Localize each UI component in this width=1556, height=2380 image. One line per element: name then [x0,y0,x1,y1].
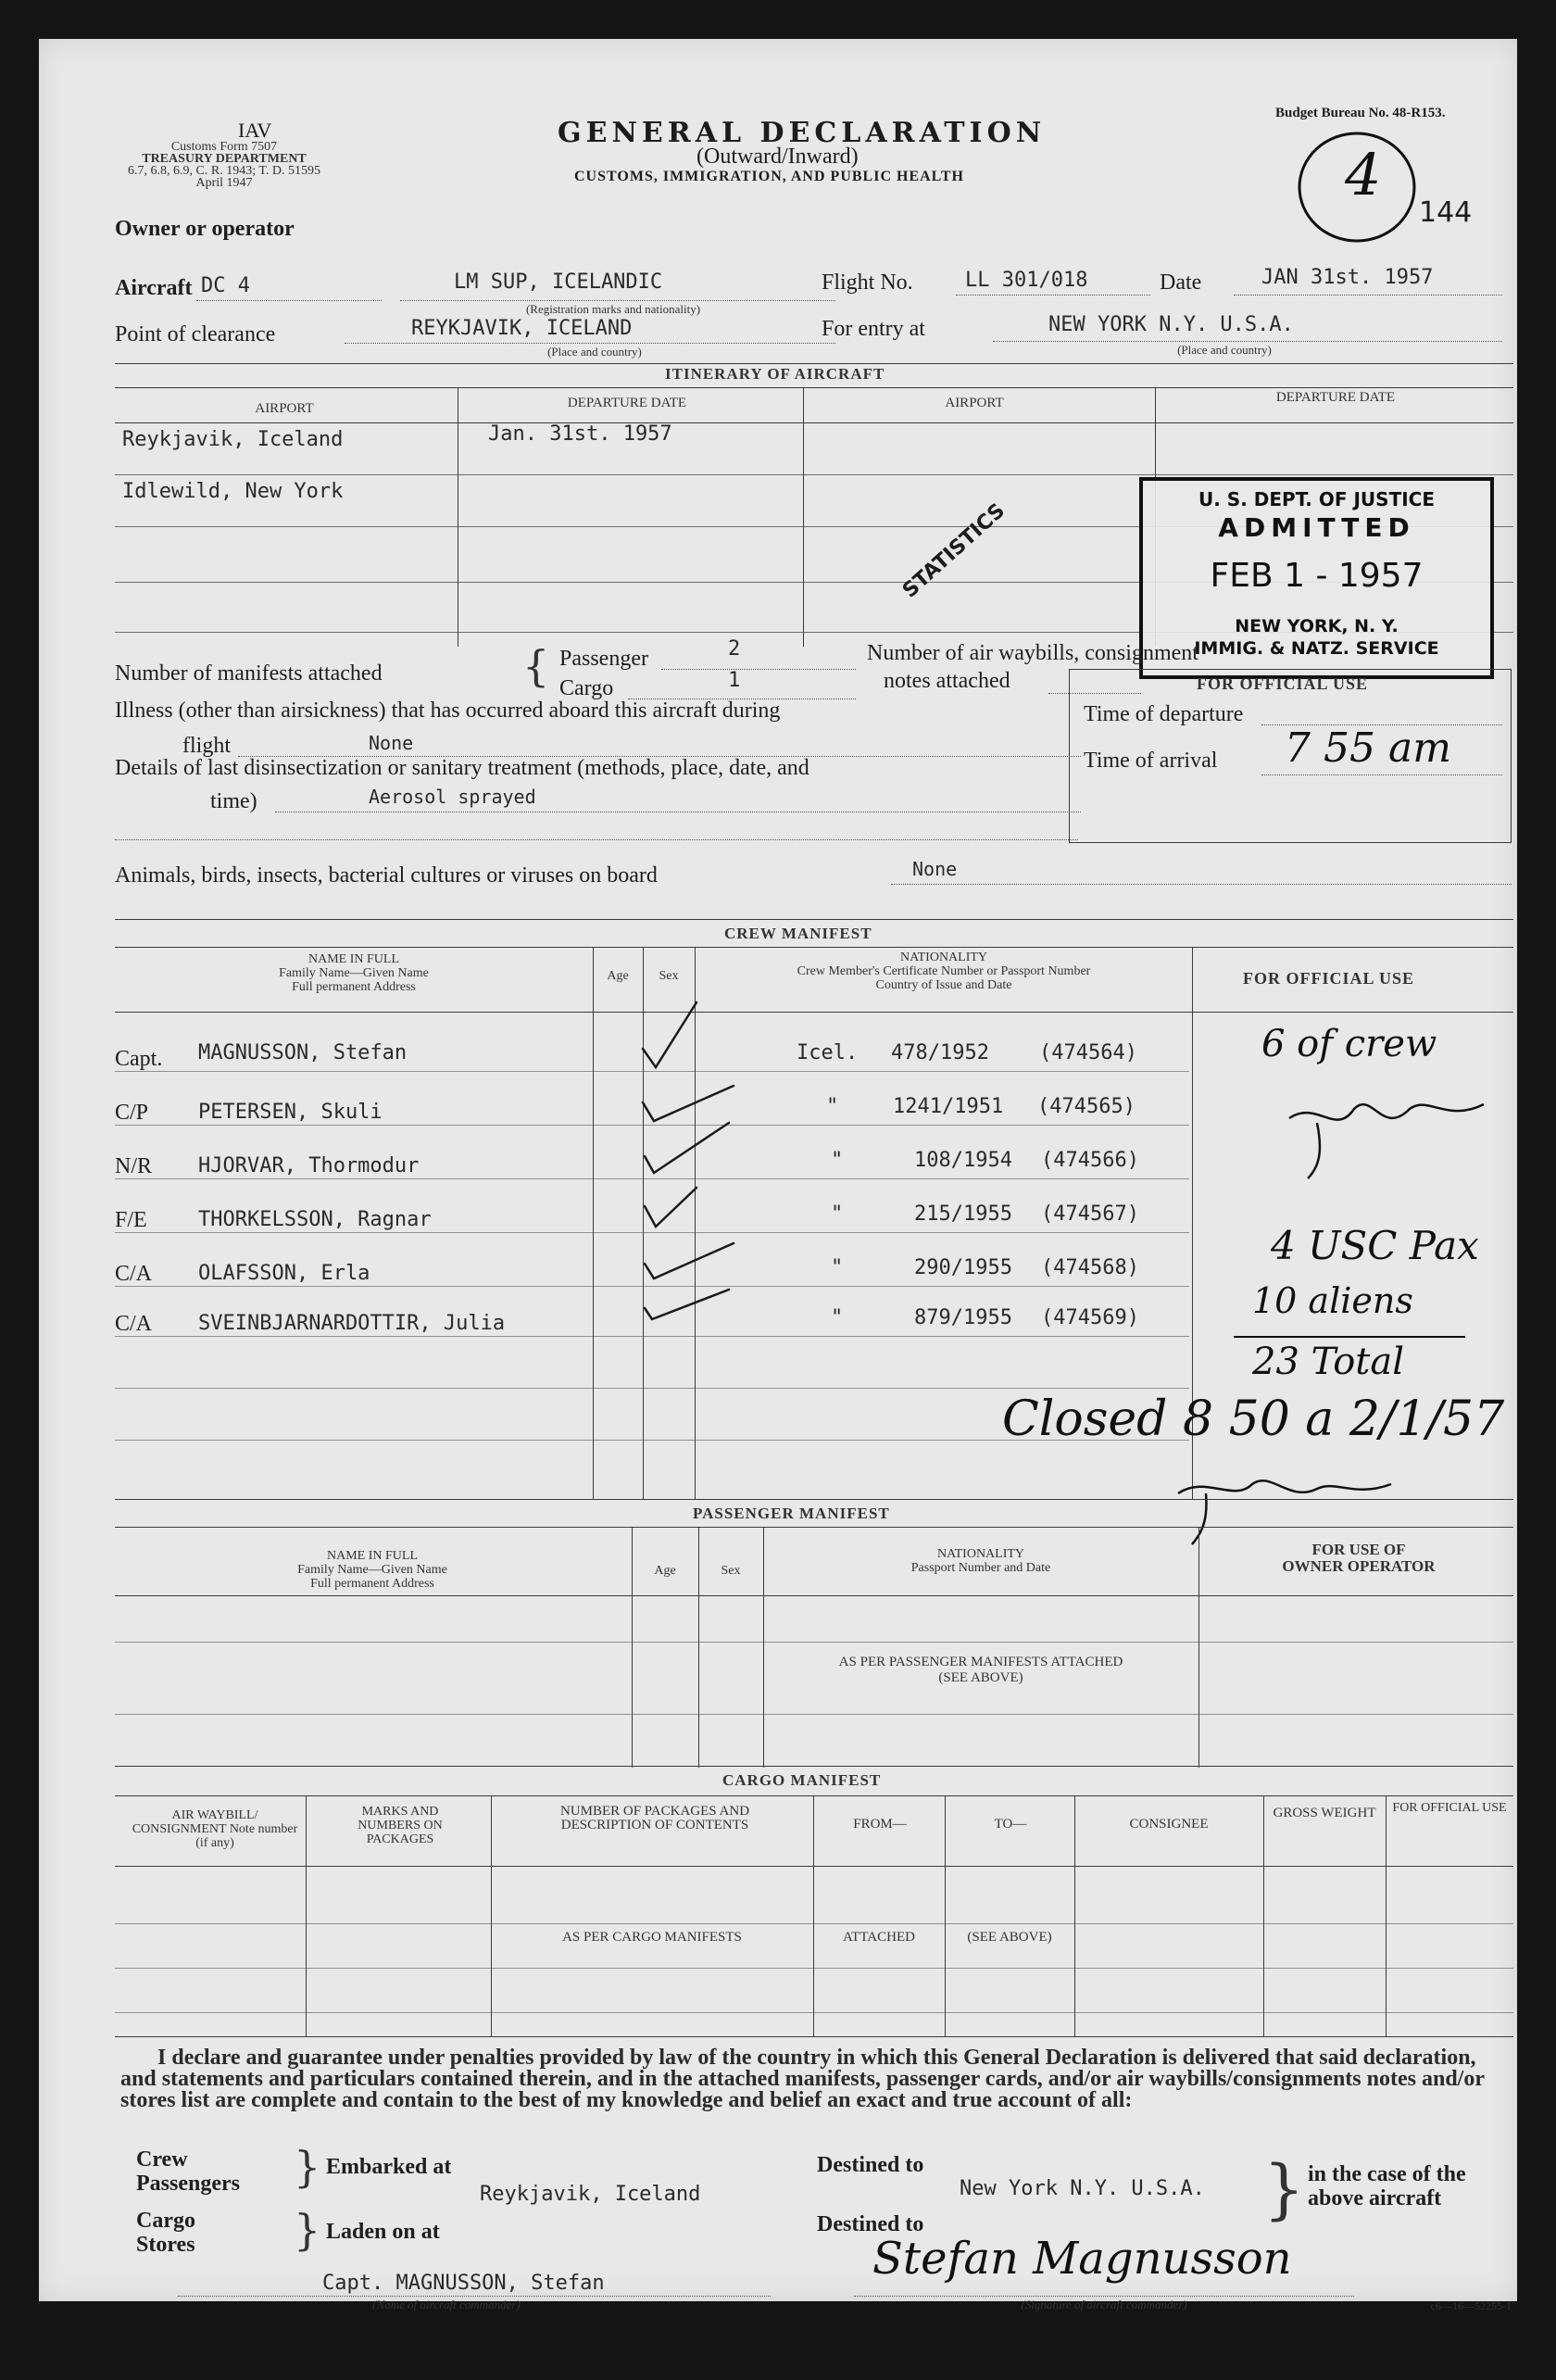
declaration-cargo: Cargo [136,2209,195,2233]
crew-name: THORKELSSON, Ragnar [198,1208,432,1231]
passenger-header-age: Age [654,1564,676,1578]
clearance-caption: (Place and country) [547,345,642,359]
goods-brace: } [294,2205,321,2255]
date-label: Date [1160,271,1202,295]
crew-name: SVEINBJARNARDOTTIR, Julia [198,1312,506,1335]
cargo-note-contents: AS PER CARGO MANIFESTS [562,1930,742,1945]
crew-name: MAGNUSSON, Stefan [198,1041,408,1064]
crew-nationality: Icel. [797,1041,859,1064]
crew-header-age: Age [607,969,629,983]
departure-time-label: Time of departure [1084,702,1244,726]
itinerary-title: ITINERARY OF AIRCRAFT [665,365,885,383]
manifests-label: Number of manifests attached [115,661,383,686]
registration-caption: (Registration marks and nationality) [525,302,701,316]
cargo-manifest-count: 1 [728,669,741,692]
cargo-header-waybill: AIR WAYBILL/ CONSIGNMENT Note number (if any) [132,1808,298,1850]
case-text-1: in the case of the [1308,2162,1466,2186]
case-text-2: above aircraft [1308,2186,1442,2210]
aircraft-type: DC 4 [201,274,250,297]
cargo-manifest-label: Cargo [559,676,614,700]
arrival-time-label: Time of arrival [1084,749,1218,773]
manifests-brace: { [522,641,550,691]
form-subtitle: (Outward/Inward) [696,145,859,169]
passenger-manifest-count: 2 [728,637,741,661]
passenger-manifest-title: PASSENGER MANIFEST [693,1505,890,1522]
crew-nationality: " [831,1256,844,1279]
cargo-header-packages: NUMBER OF PACKAGES AND DESCRIPTION OF CONTENTS [559,1804,750,1832]
cargo-header-consignee: CONSIGNEE [1129,1817,1209,1832]
destined-value: New York N.Y. U.S.A. [960,2177,1205,2200]
crew-header-nationality: NATIONALITY Crew Member's Certificate Number or Passport Number Country of Issue and Date [797,951,1091,992]
cargo-header-from: FROM— [853,1817,907,1832]
commander-caption: (Name of aircraft commander) [372,2298,521,2311]
owner-label: Owner or operator [115,217,295,241]
passenger-manifest-label: Passenger [559,647,648,671]
itinerary-header-departure-2: DEPARTURE DATE [1275,390,1396,405]
stamp-date: FEB 1 - 1957 [1210,557,1424,595]
port-of-entry: NEW YORK N.Y. U.S.A. [1048,313,1294,336]
crew-nationality: " [831,1149,844,1172]
budget-bureau-number: Budget Bureau No. 48-R153. [1275,106,1446,120]
crew-nationality: " [831,1203,844,1226]
note-closed: Closed 8 50 a 2/1/57 [1002,1391,1505,1447]
crew-certificate: 1241/1951 [893,1095,1004,1118]
time-label: time) [210,789,257,813]
stamp-city: NEW YORK, N. Y. [1235,616,1399,636]
declaration-crew: Crew [136,2147,188,2172]
destined-label-1: Destined to [817,2153,924,2177]
itinerary-airport-2: Idlewild, New York [122,480,344,503]
note-total: 23 Total [1252,1341,1404,1383]
form-title: GENERAL DECLARATION [558,117,1047,149]
embarked-value: Reykjavik, Iceland [480,2183,701,2206]
cargo-note-to: (SEE ABOVE) [967,1930,1052,1945]
itinerary-departure-1: Jan. 31st. 1957 [488,422,672,446]
crew-passport: (474568) [1041,1256,1139,1279]
embarked-label: Embarked at [326,2155,452,2179]
cargo-header-to: TO— [994,1817,1027,1832]
entry-caption: (Place and country) [1177,343,1272,357]
crew-passport: (474564) [1039,1041,1137,1064]
crew-name: OLAFSSON, Erla [198,1262,370,1285]
crew-header-official: FOR OFFICIAL USE [1243,969,1415,988]
passenger-note: AS PER PASSENGER MANIFESTS ATTACHED (SEE ABOVE) [838,1655,1123,1685]
flight-label: flight [182,734,231,758]
note-usc-pax: 4 USC Pax [1271,1223,1479,1268]
commander-name: Capt. MAGNUSSON, Stefan [322,2272,605,2295]
print-code: c6—16—52255-1 [1430,2299,1512,2312]
passenger-header-name: NAME IN FULL Family Name—Given Name Full permanent Address [297,1549,447,1591]
statistics-stamp: STATISTICS [898,498,1010,603]
flight-number: LL 301/018 [965,269,1088,292]
itinerary-header-departure-1: DEPARTURE DATE [567,396,687,410]
crew-role: C/A [115,1262,153,1286]
aircraft-label: Aircraft [115,276,193,300]
passenger-header-nationality: NATIONALITY Passport Number and Date [910,1547,1051,1575]
crew-certificate: 215/1955 [914,1203,1012,1226]
laden-label: Laden on at [326,2220,440,2244]
disinsectization-label: Details of last disinsectization or sanitary treatment (methods, place, date, and [115,756,809,780]
official-use-title: FOR OFFICIAL USE [1197,674,1369,693]
itinerary-header-airport-2: AIRPORT [945,396,1004,410]
crew-header-sex: Sex [659,969,679,983]
people-brace: } [294,2142,321,2192]
flight-no-label: Flight No. [822,271,913,295]
crew-passport: (474569) [1041,1306,1139,1329]
stamp-agency: U. S. DEPT. OF JUSTICE [1198,488,1435,510]
note-crew-count: 6 of crew [1261,1023,1437,1065]
crew-certificate: 290/1955 [914,1256,1012,1279]
crew-passport: (474565) [1037,1095,1136,1118]
circled-number: 4 [1345,141,1382,208]
declaration-passengers: Passengers [136,2172,240,2196]
commander-signature: Stefan Magnusson [872,2233,1292,2285]
crew-check-marks [632,993,761,1345]
cargo-header-weight: GROSS WEIGHT [1273,1806,1376,1820]
form-agencies: CUSTOMS, IMMIGRATION, AND PUBLIC HEALTH [574,169,964,184]
entry-label: For entry at [822,317,925,341]
official-initials-1 [1280,1081,1493,1183]
crew-nationality: " [831,1306,844,1329]
crew-name: HJORVAR, Thormodur [198,1154,420,1177]
declaration-text: I declare and guarantee under penalties provided by law of the country in which this General Declaration is delivered that said declaration, and statements and particulars contained therein, and in the attached manifests, passenger cards, and/or air waybills/consignments notes and/or stores list are complete and contain to the best of my knowledge and belief an exact and true account of all: [120,2046,1485,2112]
crew-certificate: 108/1954 [914,1149,1012,1172]
crew-role: C/P [115,1101,149,1125]
page-number: 144 [1419,196,1473,229]
aircraft-registration: LM SUP, ICELANDIC [454,271,663,294]
arrival-time-value: 7 55 am [1285,724,1451,772]
itinerary-airport-1: Reykjavik, Iceland [122,428,344,451]
flight-date: JAN 31st. 1957 [1261,266,1434,289]
note-aliens: 10 aliens [1252,1280,1413,1321]
passenger-header-owner: FOR USE OF OWNER OPERATOR [1282,1541,1436,1575]
passenger-header-sex: Sex [721,1564,741,1578]
form-code: IAV [238,119,272,142]
waybills-label: Number of air waybills, consignment [867,641,1198,665]
signature-caption: (Signature of aircraft commander) [1021,2298,1187,2311]
destined-label-2: Destined to [817,2212,924,2236]
cargo-header-marks: MARKS AND NUMBERS ON PACKAGES [358,1805,443,1846]
cargo-header-official: FOR OFFICIAL USE [1392,1801,1507,1815]
crew-passport: (474566) [1041,1149,1139,1172]
crew-nationality: " [826,1095,839,1118]
illness-label: Illness (other than airsickness) that has occurred aboard this aircraft during [115,699,781,723]
clearance-label: Point of clearance [115,322,276,346]
crew-certificate: 478/1952 [891,1041,989,1064]
illness-value: None [369,732,414,754]
crew-manifest-title: CREW MANIFEST [724,925,872,942]
notes-attached-label: notes attached [884,669,1010,693]
itinerary-header-airport-1: AIRPORT [255,401,314,416]
stamp-status: ADMITTED [1218,512,1415,543]
crew-role: N/R [115,1154,153,1178]
crew-role: C/A [115,1312,153,1336]
animals-value: None [912,858,958,880]
crew-name: PETERSEN, Skuli [198,1101,383,1124]
crew-role: F/E [115,1208,147,1232]
stamp-service: IMMIG. & NATZ. SERVICE [1194,638,1439,659]
crew-header-name: NAME IN FULL Family Name—Given Name Full permanent Address [279,952,429,994]
point-of-clearance: REYKJAVIK, ICELAND [411,317,633,340]
crew-passport: (474567) [1041,1203,1139,1226]
cargo-note-from: ATTACHED [843,1930,915,1945]
crew-certificate: 879/1955 [914,1306,1012,1329]
form-reference: Customs Form 7507 TREASURY DEPARTMENT 6.7, 6.8, 6.9, C. R. 1943; T. D. 51595 April 1947 [128,140,320,190]
declaration-stores: Stores [136,2233,195,2257]
case-brace: } [1263,2151,1305,2227]
general-declaration-form [39,39,1517,2312]
animals-label: Animals, birds, insects, bacterial cultures or viruses on board [115,863,658,888]
crew-role: Capt. [115,1047,163,1071]
disinsectization-value: Aerosol sprayed [369,786,536,808]
official-initials-2 [1169,1466,1400,1549]
cargo-manifest-title: CARGO MANIFEST [722,1771,882,1789]
